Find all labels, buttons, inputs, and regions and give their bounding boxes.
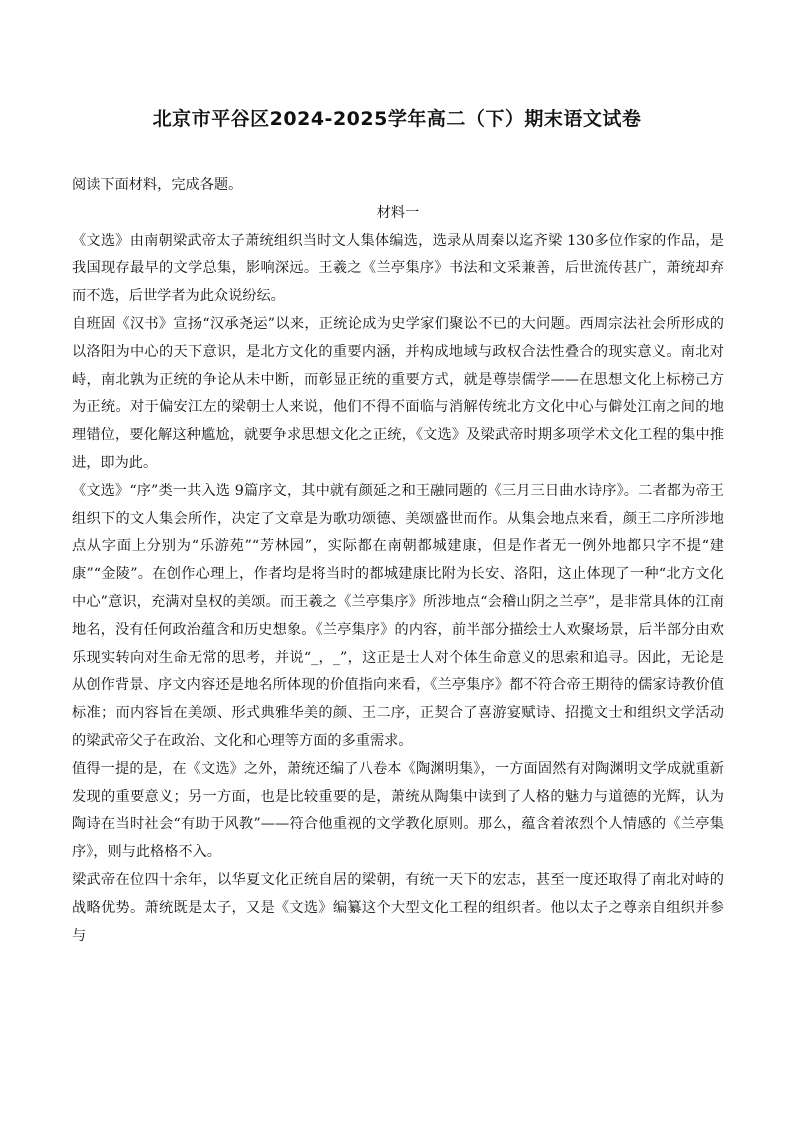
- paragraph-3: 《文选》“序”类一共入选 9篇序文，其中就有颜延之和王融同题的《三月三日曲水诗序》。二者都为帝王组织下的文人集会所作，决定了文章是为歌功颂德、美颂盛世而作。从集会地点来看，颜王二序所涉地点从字面上分别为“乐游苑”“芳林园”，实际都在南朝都城建康，但是作者无一例外地都只字不提“建康”“金陵”。在创作心理上，作者均是将当时的都城建康比附为长安、洛阳，这止体现了一种“北方文化中心”意识，充满对皇权的美颂。而王羲之《兰亭集序》所涉地点“会稽山阴之兰亭”，是非常具体的江南地名，没有任何政治蕴含和历史想象。《兰亭集序》的内容，前半部分描绘士人欢聚场景，后半部分由欢乐现实转向对生命无常的思考，并说“_，_”，这正是士人对个体生命意义的思索和追寻。因此，无论是从创作背景、序文内容还是地名所体现的价值指向来看，《兰亭集序》都不符合帝王期待的儒家诗教价值标准；而内容旨在美颂、形式典雅华美的颜、王二序，正契合了喜游宴赋诗、招揽文士和组织文学活动的梁武帝父子在政治、文化和心理等方面的多重需求。: [72, 482, 724, 749]
- paragraph-1: 《文选》由南朝梁武帝太子萧统组织当时文人集体编选，选录从周秦以迄齐梁 130多位作家的作品，是我国现存最早的文学总集，影响深远。王羲之《兰亭集序》书法和文采兼善，后世流传甚广，萧统却弃而不选，后世学者为此众说纷纭。: [72, 232, 724, 305]
- exam-title: 北京市平谷区2024-2025学年高二（下）期末语文试卷: [152, 108, 642, 130]
- paragraph-5: 梁武帝在位四十余年，以华夏文化正统自居的梁朝，有统一天下的宏志，甚至一度还取得了南北对峙的战略优势。萧统既是太子，又是《文选》编纂这个大型文化工程的组织者。他以太子之尊亲自组织并参与: [72, 871, 724, 944]
- instruction-text: 阅读下面材料，完成各题。: [72, 177, 243, 193]
- reading-material: [72, 172, 724, 950]
- paragraph-2: 自班固《汉书》宣扬“汉承尧运”以来，正统论成为史学家们聚讼不已的大问题。西周宗法社会所形成的以洛阳为中心的天下意识，是北方文化的重要内涵，并构成地域与政权合法性叠合的现实意义。南北对峙，南北孰为正统的争论从未中断，而彰显正统的重要方式，就是尊崇儒学——在思想文化上标榜己方为正统。对于偏安江左的梁朝士人来说，他们不得不面临与消解传统北方文化中心与僻处江南之间的地理错位，要化解这种尴尬，就要争求思想文化之正统，《文选》及梁武帝时期多项学术文化工程的集中推进，即为此。: [72, 315, 724, 471]
- section-label: 材料一: [376, 204, 420, 221]
- paragraph-4: 值得一提的是，在《文选》之外，萧统还编了八卷本《陶渊明集》，一方面固然有对陶渊明文学成就重新发现的重要意义；另一方面，也是比较重要的是，萧统从陶集中读到了人格的魅力与道德的光辉，认为陶诗在当时社会“有助于风教”——符合他重视的文学教化原则。那么，蕴含着浓烈个人情感的《兰亭集序》，则与此格格不入。: [72, 760, 724, 861]
